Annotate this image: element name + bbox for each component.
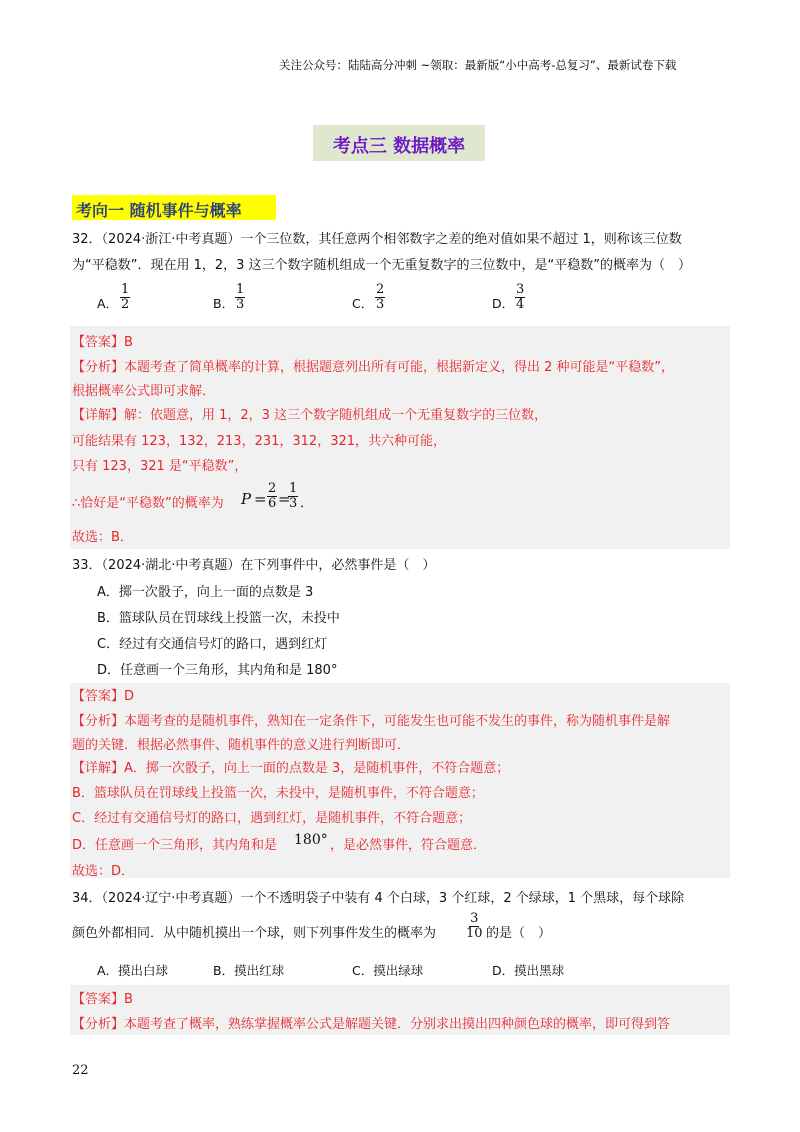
- q32-answer: 【答案】B: [72, 335, 133, 350]
- q33-line1: 33．（2024·湖北·中考真题）在下列事件中，必然事件是（ ）: [72, 558, 436, 573]
- fraction-denominator: 3: [289, 496, 298, 511]
- q32-option-b-label: B．: [213, 296, 235, 311]
- page-number: 22: [72, 1063, 89, 1078]
- fraction-denominator: 4: [516, 297, 525, 312]
- fraction-numerator: 1: [289, 481, 298, 496]
- q32-option-d-fraction: [515, 283, 525, 312]
- q32-option-c-label: C．: [352, 296, 374, 311]
- q34-option-b: B．摸出红球: [213, 963, 285, 978]
- q33-option-c: C．经过有交通信号灯的路口，遇到红灯: [97, 637, 328, 652]
- q33-option-b: B．篮球队员在罚球线上投篮一次，未投中: [97, 611, 340, 626]
- q33-detail-line1: 【详解】A．掷一次骰子，向上一面的点数是 3，是随机事件，不符合题意；: [72, 761, 510, 776]
- q32-option-a-label: A．: [97, 296, 119, 311]
- formula-fraction-2: [288, 482, 298, 511]
- fraction-denominator: 10: [466, 926, 483, 941]
- q32-option-a-fraction: [120, 283, 130, 312]
- q34-fraction: [466, 912, 483, 941]
- q32-detail-line4: ∴恰好是“平稳数”的概率为: [72, 496, 224, 511]
- page-title: 考点三 数据概率: [332, 136, 466, 157]
- fraction-denominator: 6: [268, 496, 277, 511]
- q33-angle-value: 180°: [294, 832, 328, 848]
- fraction-numerator: 1: [236, 282, 245, 297]
- q32-detail-line2: 可能结果有 123，132，213，231，312，321，共六种可能，: [72, 434, 447, 449]
- page-header: 关注公众号：陆陆高分冲刺 ~领取：最新版“小中高考-总复习”、最新试卷下载: [279, 58, 677, 72]
- formula-equals: =: [278, 490, 291, 508]
- fraction-denominator: 3: [236, 297, 245, 312]
- formula-period: ．: [300, 496, 314, 511]
- q32-line1: 32．（2024·浙江·中考真题）一个三位数，其任意两个相邻数字之差的绝对值如果不超过 1，则称该三位数: [72, 232, 682, 247]
- q33-option-d: D．任意画一个三角形，其内角和是 180°: [97, 663, 338, 678]
- section-heading: 考向一 随机事件与概率: [76, 201, 242, 220]
- q32-detail-line1: 【详解】解：依题意，用 1，2，3 这三个数字随机组成一个无重复数字的三位数，: [72, 408, 548, 423]
- title-box: [313, 125, 485, 161]
- q34-option-d: D．摸出黑球: [492, 963, 565, 978]
- fraction-denominator: 3: [376, 297, 385, 312]
- q33-detail-line3: C．经过有交通信号灯的路口，遇到红灯，是随机事件，不符合题意；: [72, 811, 472, 826]
- q34-line1: 34．（2024·辽宁·中考真题）一个不透明袋子中装有 4 个白球，3 个红球，2 个绿球，1 个黑球，每个球除: [72, 891, 685, 906]
- q34-line2-end: 的是（ ）: [486, 926, 552, 941]
- q34-option-c: C．摸出绿球: [352, 963, 424, 978]
- fraction-numerator: 2: [268, 481, 277, 496]
- formula-p: P: [241, 490, 252, 508]
- q32-option-c-fraction: [375, 283, 385, 312]
- q34-option-a: A．摸出白球: [97, 963, 169, 978]
- q32-choose: 故选：B．: [72, 530, 133, 545]
- q32-analysis-line2: 根据概率公式即可求解．: [72, 384, 216, 399]
- fraction-denominator: 2: [121, 297, 130, 312]
- q33-analysis-line2: 题的关键．根据必然事件、随机事件的意义进行判断即可．: [72, 738, 411, 753]
- q33-answer: 【答案】D: [72, 689, 135, 704]
- fraction-numerator: 3: [516, 282, 525, 297]
- fraction-numerator: 3: [470, 911, 479, 926]
- q32-line2: 为“平稳数”．现在用 1，2，3 这三个数字随机组成一个无重复数字的三位数中，是“平稳数”的概率为（ ）: [72, 258, 692, 273]
- fraction-numerator: 2: [376, 282, 385, 297]
- q33-analysis-line1: 【分析】本题考查的是随机事件，熟知在一定条件下，可能发生也可能不发生的事件，称为随机事件是解: [72, 714, 671, 729]
- formula-fraction-1: [267, 482, 277, 511]
- q34-line2-start: 颜色外都相同．从中随机摸出一个球，则下列事件发生的概率为: [72, 926, 437, 941]
- q33-detail-line2: B．篮球队员在罚球线上投篮一次，未投中，是随机事件，不符合题意；: [72, 786, 484, 801]
- section-box: [72, 195, 276, 220]
- q32-option-b-fraction: [235, 283, 245, 312]
- q33-detail-line4-start: D．任意画一个三角形，其内角和是: [72, 838, 278, 853]
- fraction-numerator: 1: [121, 282, 130, 297]
- q33-choose: 故选：D．: [72, 864, 135, 879]
- formula-equals: =: [254, 490, 267, 508]
- q33-detail-line4-end: ，是必然事件，符合题意．: [330, 838, 487, 853]
- q34-analysis-line1: 【分析】本题考查了概率，熟练掌握概率公式是解题关键．分别求出摸出四种颜色球的概率，即可得到答: [72, 1017, 671, 1032]
- q34-answer: 【答案】B: [72, 992, 133, 1007]
- q32-analysis-line1: 【分析】本题考查了简单概率的计算，根据题意列出所有可能，根据新定义，得出 2 种可能是“平稳数”，: [72, 360, 675, 375]
- q33-option-a: A．掷一次骰子，向上一面的点数是 3: [97, 585, 314, 600]
- q32-option-d-label: D．: [492, 296, 515, 311]
- q32-detail-line3: 只有 123，321 是“平稳数”，: [72, 459, 248, 474]
